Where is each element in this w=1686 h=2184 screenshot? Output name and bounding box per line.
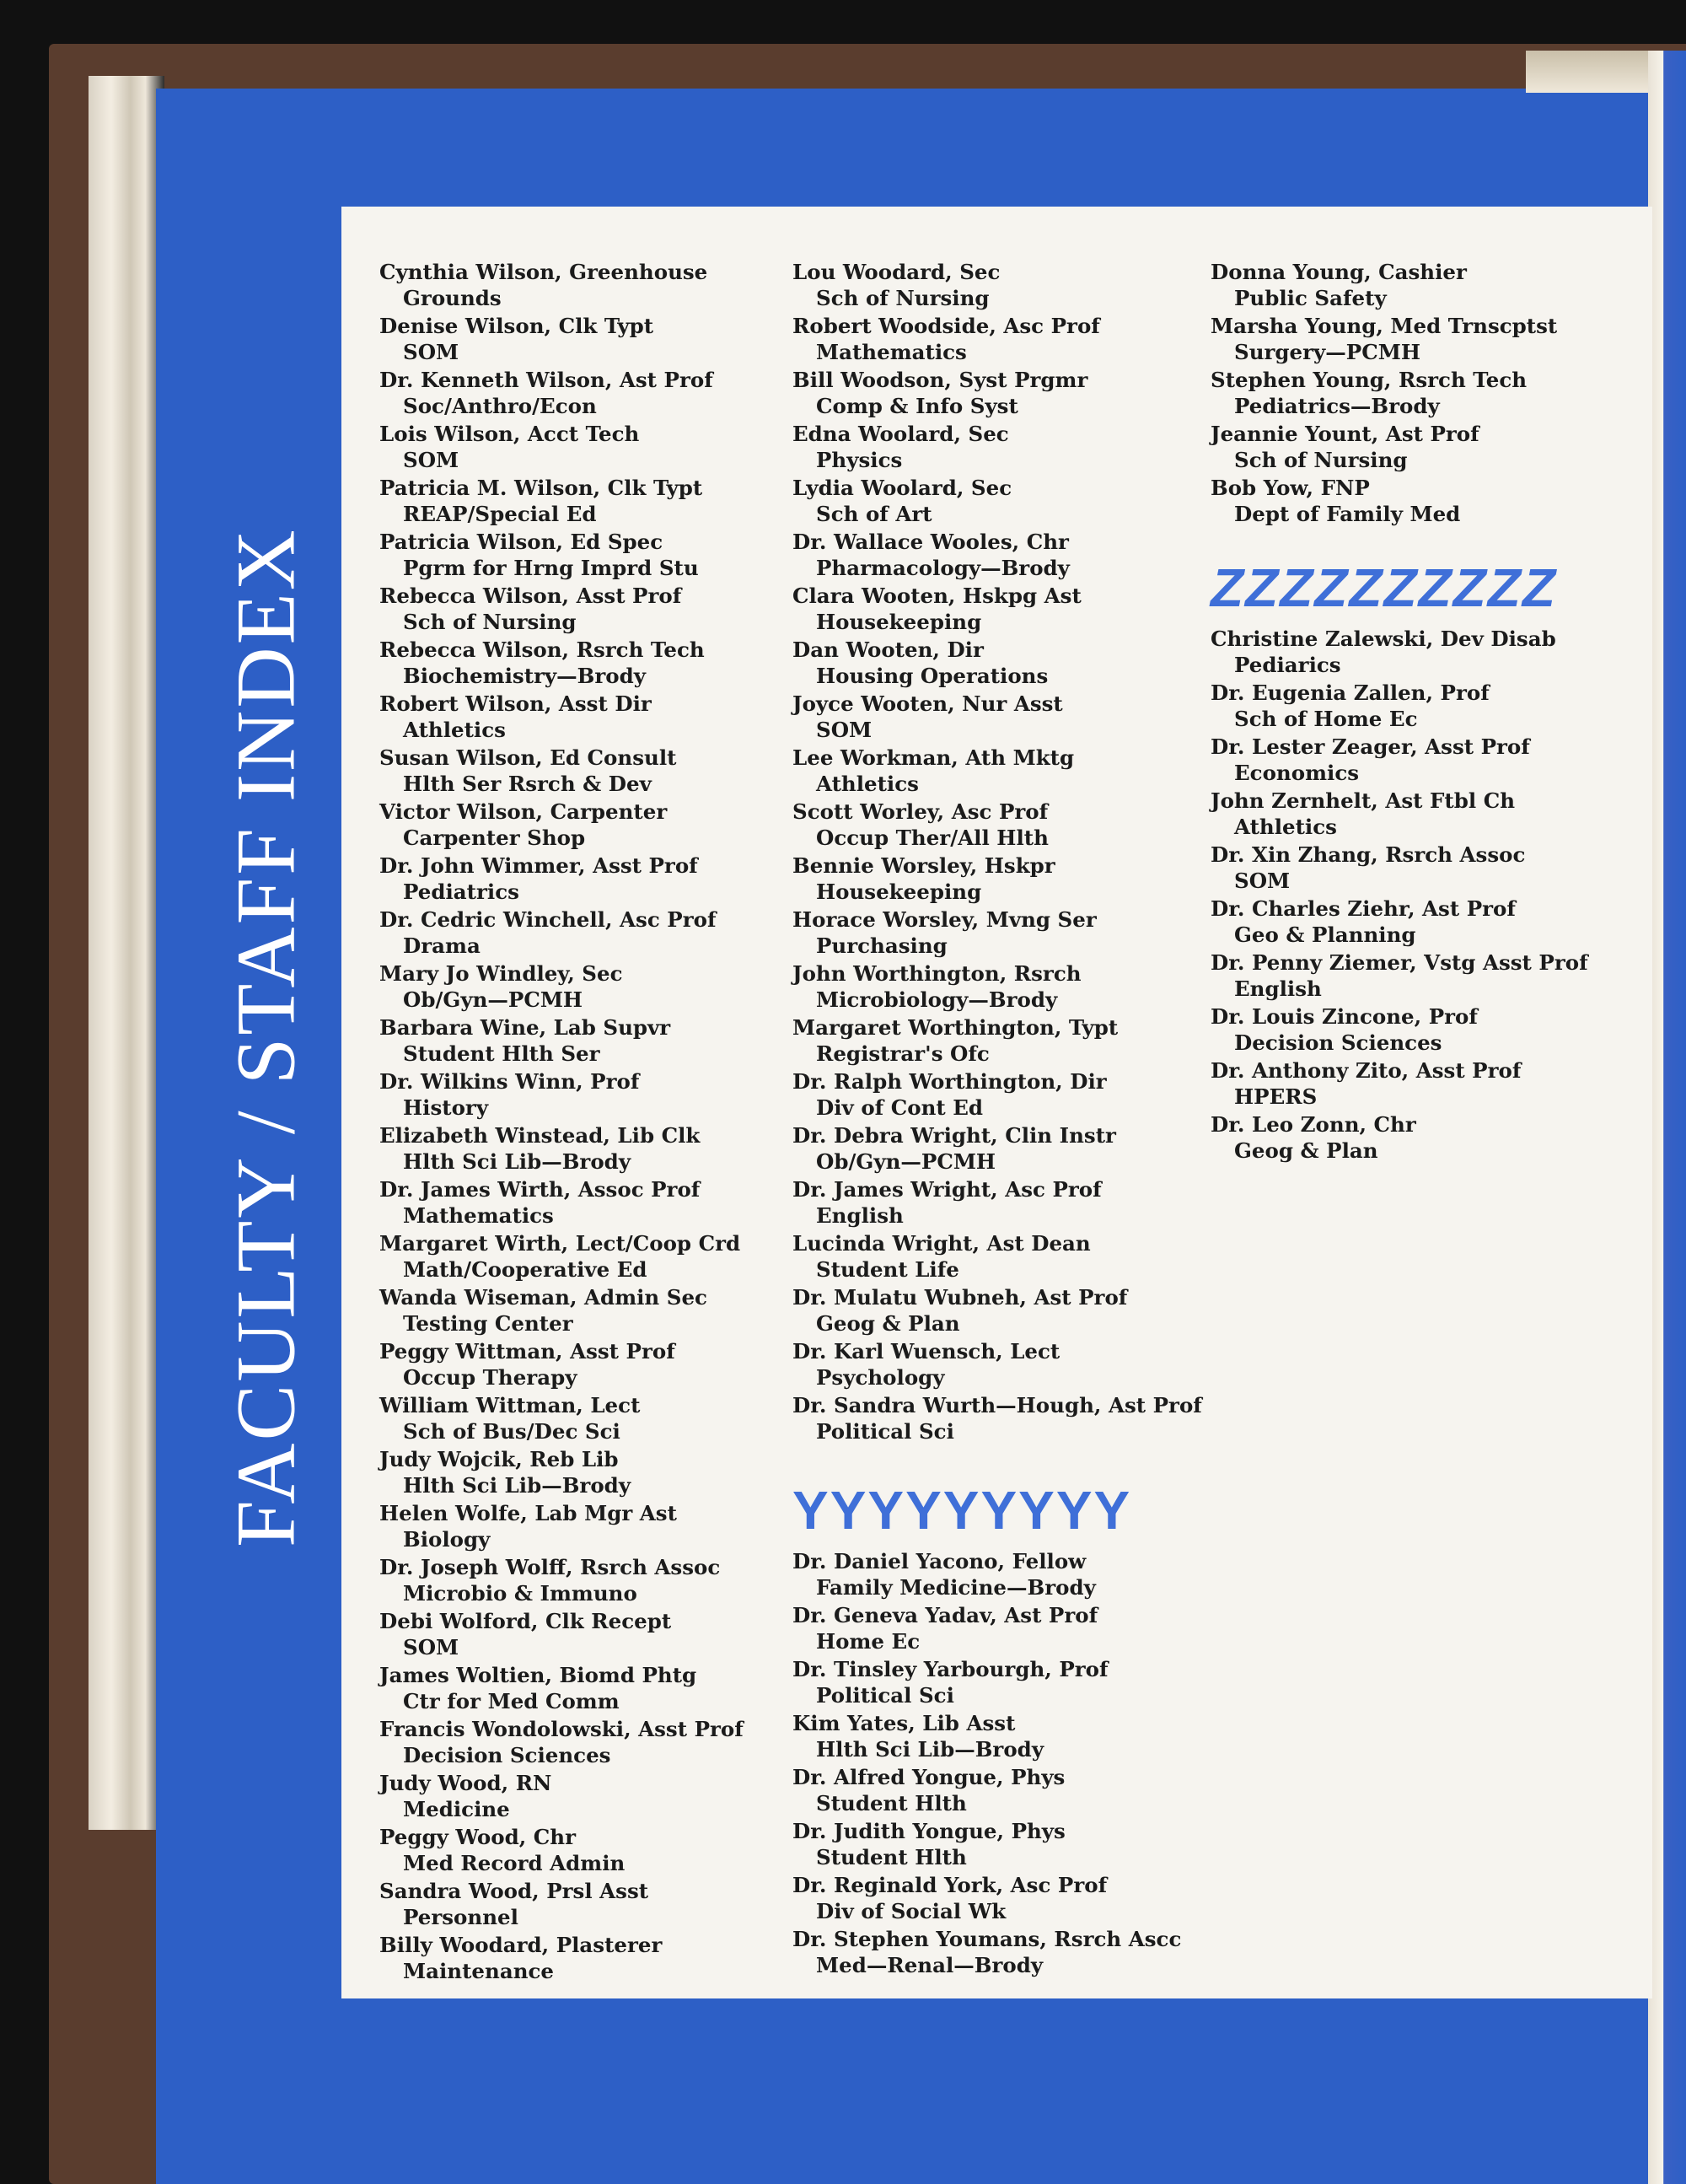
entry-department: Div of Social Wk bbox=[816, 1898, 1007, 1923]
entry-department: English bbox=[816, 1202, 904, 1228]
entry-name-title: Margaret Wirth, Lect/Coop Crd bbox=[379, 1231, 741, 1256]
entry-name-title: Dr. Ralph Worthington, Dir bbox=[792, 1069, 1107, 1094]
entry-name-title: Sandra Wood, Prsl Asst bbox=[379, 1879, 649, 1903]
entry-name-title: Scott Worley, Asc Prof bbox=[792, 799, 1049, 824]
entry-department: Sch of Nursing bbox=[403, 609, 577, 634]
entry-department: Grounds bbox=[403, 285, 502, 310]
index-column-3 bbox=[1211, 260, 1632, 1166]
index-entry bbox=[792, 1549, 1214, 1600]
index-entry bbox=[379, 907, 801, 959]
entry-name-title: Marsha Young, Med Trnscptst bbox=[1211, 314, 1558, 338]
entry-department: Ob/Gyn—PCMH bbox=[403, 987, 583, 1012]
entry-department: Pediatrics—Brody bbox=[1234, 393, 1440, 418]
index-entry bbox=[379, 1771, 801, 1822]
index-entry bbox=[792, 799, 1214, 851]
index-entry bbox=[1211, 368, 1632, 419]
entry-name-title: Mary Jo Windley, Sec bbox=[379, 961, 623, 986]
entry-department: Ob/Gyn—PCMH bbox=[816, 1148, 996, 1174]
entry-name-title: Elizabeth Winstead, Lib Clk bbox=[379, 1123, 701, 1148]
index-entry bbox=[379, 853, 801, 905]
index-entry bbox=[379, 1555, 801, 1606]
entry-department: English bbox=[1234, 976, 1322, 1001]
index-entry bbox=[379, 1015, 801, 1067]
index-entry bbox=[379, 260, 801, 311]
entry-name-title: Dr. John Wimmer, Asst Prof bbox=[379, 853, 698, 878]
index-entry bbox=[792, 745, 1214, 797]
index-column-2 bbox=[792, 260, 1214, 1981]
entry-department: Sch of Nursing bbox=[1234, 447, 1408, 472]
entry-name-title: Dr. Mulatu Wubneh, Ast Prof bbox=[792, 1285, 1128, 1310]
index-entry bbox=[379, 1609, 801, 1660]
index-entry bbox=[792, 1711, 1214, 1762]
entry-department: Pharmacology—Brody bbox=[816, 555, 1070, 580]
entry-name-title: Lou Woodard, Sec bbox=[792, 260, 1001, 284]
entry-name-title: Helen Wolfe, Lab Mgr Ast bbox=[379, 1501, 677, 1525]
entry-department: Sch of Bus/Dec Sci bbox=[403, 1418, 620, 1444]
index-entry bbox=[792, 584, 1214, 635]
entry-department: REAP/Special Ed bbox=[403, 501, 597, 526]
entry-department: Hlth Sci Lib—Brody bbox=[403, 1472, 631, 1498]
entry-name-title: Rebecca Wilson, Rsrch Tech bbox=[379, 637, 705, 662]
entry-department: Med Record Admin bbox=[403, 1850, 626, 1875]
index-entry bbox=[379, 368, 801, 419]
entry-department: Microbio & Immuno bbox=[403, 1580, 637, 1606]
entry-department: Pediatrics bbox=[403, 879, 519, 904]
entry-department: Testing Center bbox=[403, 1310, 573, 1336]
index-entry bbox=[792, 1819, 1214, 1870]
entry-department: Sch of Home Ec bbox=[1234, 706, 1418, 731]
index-entry bbox=[379, 584, 801, 635]
entry-name-title: Patricia M. Wilson, Clk Typt bbox=[379, 476, 703, 500]
entry-name-title: Dr. Cedric Winchell, Asc Prof bbox=[379, 907, 717, 932]
index-entry bbox=[792, 691, 1214, 743]
entry-name-title: Dr. Judith Yongue, Phys bbox=[792, 1819, 1066, 1843]
entry-name-title: Dr. Debra Wright, Clin Instr bbox=[792, 1123, 1116, 1148]
entry-department: Biology bbox=[403, 1526, 491, 1552]
entry-department: Physics bbox=[816, 447, 903, 472]
entry-department: Geog & Plan bbox=[816, 1310, 960, 1336]
index-entry bbox=[792, 476, 1214, 527]
index-entry bbox=[379, 1879, 801, 1930]
index-entry bbox=[792, 637, 1214, 689]
entry-department: Carpenter Shop bbox=[403, 825, 586, 850]
entry-department: Dept of Family Med bbox=[1234, 501, 1461, 526]
index-entry bbox=[1211, 680, 1632, 732]
entry-department: Student Hlth Ser bbox=[403, 1041, 600, 1066]
entry-department: Maintenance bbox=[403, 1958, 555, 1983]
entry-name-title: Bill Woodson, Syst Prgmr bbox=[792, 368, 1088, 392]
index-entry bbox=[1211, 896, 1632, 948]
entry-department: Hlth Sci Lib—Brody bbox=[403, 1148, 631, 1174]
index-entry bbox=[379, 1339, 801, 1391]
index-entry bbox=[379, 476, 801, 527]
index-entry bbox=[1211, 788, 1632, 840]
entry-department: Home Ec bbox=[816, 1628, 921, 1654]
entry-department: HPERS bbox=[1234, 1084, 1318, 1109]
entry-department: Economics bbox=[1234, 760, 1360, 785]
entry-name-title: Peggy Wood, Chr bbox=[379, 1825, 576, 1849]
entry-department: Housekeeping bbox=[816, 609, 982, 634]
index-entry bbox=[379, 799, 801, 851]
index-entry bbox=[379, 745, 801, 797]
index-entry bbox=[379, 1069, 801, 1121]
entry-department: Purchasing bbox=[816, 933, 948, 958]
entry-name-title: John Zernhelt, Ast Ftbl Ch bbox=[1211, 788, 1516, 813]
entry-department: Geo & Planning bbox=[1234, 922, 1416, 947]
entry-name-title: Dr. Reginald York, Asc Prof bbox=[792, 1873, 1108, 1897]
index-entry bbox=[1211, 1004, 1632, 1056]
entry-department: Occup Therapy bbox=[403, 1364, 577, 1390]
entry-name-title: Patricia Wilson, Ed Spec bbox=[379, 530, 663, 554]
entry-name-title: Dr. Louis Zincone, Prof bbox=[1211, 1004, 1478, 1029]
entry-name-title: Wanda Wiseman, Admin Sec bbox=[379, 1285, 707, 1310]
entry-name-title: James Woltien, Biomd Phtg bbox=[379, 1663, 697, 1687]
index-entry bbox=[379, 1825, 801, 1876]
index-entry bbox=[792, 1657, 1214, 1708]
entry-department: Comp & Info Syst bbox=[816, 393, 1018, 418]
entry-department: Family Medicine—Brody bbox=[816, 1574, 1096, 1600]
index-entry bbox=[379, 314, 801, 365]
entry-name-title: William Wittman, Lect bbox=[379, 1393, 641, 1417]
index-entry bbox=[1211, 627, 1632, 678]
entry-name-title: Bob Yow, FNP bbox=[1211, 476, 1370, 500]
entry-name-title: Dr. Wilkins Winn, Prof bbox=[379, 1069, 640, 1094]
entry-name-title: Dr. James Wright, Asc Prof bbox=[792, 1177, 1102, 1202]
entry-name-title: Francis Wondolowski, Asst Prof bbox=[379, 1717, 744, 1741]
index-entry bbox=[1211, 314, 1632, 365]
entry-name-title: Barbara Wine, Lab Supvr bbox=[379, 1015, 671, 1040]
index-entry bbox=[792, 1765, 1214, 1816]
page-edges bbox=[89, 76, 164, 1830]
index-entry bbox=[379, 422, 801, 473]
entry-department: Surgery—PCMH bbox=[1234, 339, 1420, 364]
entry-name-title: Horace Worsley, Mvng Ser bbox=[792, 907, 1097, 932]
entry-name-title: Dr. Karl Wuensch, Lect bbox=[792, 1339, 1060, 1364]
entry-name-title: Dr. Daniel Yacono, Fellow bbox=[792, 1549, 1087, 1573]
letter-heading-z: ZZZZZZZZZZ bbox=[1211, 557, 1557, 618]
entry-department: Medicine bbox=[403, 1796, 510, 1821]
entry-department: Microbiology—Brody bbox=[816, 987, 1058, 1012]
entry-name-title: Margaret Worthington, Typt bbox=[792, 1015, 1119, 1040]
entry-name-title: Lucinda Wright, Ast Dean bbox=[792, 1231, 1091, 1256]
entry-name-title: Dr. Alfred Yongue, Phys bbox=[792, 1765, 1066, 1789]
entry-department: SOM bbox=[403, 447, 459, 472]
index-entry bbox=[792, 1015, 1214, 1067]
index-entry bbox=[792, 530, 1214, 581]
entry-department: Sch of Nursing bbox=[816, 285, 990, 310]
index-entry bbox=[792, 1285, 1214, 1337]
index-entry bbox=[792, 422, 1214, 473]
entry-name-title: Dr. Penny Ziemer, Vstg Asst Prof bbox=[1211, 950, 1588, 975]
entry-department: Political Sci bbox=[816, 1418, 954, 1444]
entry-name-title: Lee Workman, Ath Mktg bbox=[792, 745, 1075, 770]
entry-name-title: Debi Wolford, Clk Recept bbox=[379, 1609, 672, 1633]
entry-name-title: Dr. Sandra Wurth—Hough, Ast Prof bbox=[792, 1393, 1202, 1417]
entry-department: Student Life bbox=[816, 1256, 959, 1282]
index-entry bbox=[792, 907, 1214, 959]
entry-name-title: Lois Wilson, Acct Tech bbox=[379, 422, 640, 446]
entry-name-title: Dr. Xin Zhang, Rsrch Assoc bbox=[1211, 842, 1526, 867]
section-title: FACULTY / STAFF INDEX bbox=[218, 527, 313, 1547]
index-entry bbox=[379, 961, 801, 1013]
entry-name-title: Robert Woodside, Asc Prof bbox=[792, 314, 1100, 338]
index-entry bbox=[792, 1231, 1214, 1283]
entry-name-title: Denise Wilson, Clk Typt bbox=[379, 314, 654, 338]
index-entry bbox=[792, 1339, 1214, 1391]
entry-department: Mathematics bbox=[403, 1202, 554, 1228]
index-column-1 bbox=[379, 260, 801, 1987]
entry-name-title: Dan Wooten, Dir bbox=[792, 637, 984, 662]
entry-name-title: Judy Wojcik, Reb Lib bbox=[379, 1447, 619, 1471]
index-entry bbox=[379, 1285, 801, 1337]
entry-name-title: Stephen Young, Rsrch Tech bbox=[1211, 368, 1528, 392]
entry-name-title: Joyce Wooten, Nur Asst bbox=[792, 691, 1063, 716]
entry-name-title: Kim Yates, Lib Asst bbox=[792, 1711, 1016, 1735]
entry-department: Political Sci bbox=[816, 1682, 954, 1708]
index-entry bbox=[792, 1177, 1214, 1229]
entry-department: Geog & Plan bbox=[1234, 1138, 1378, 1163]
entry-name-title: Jeannie Yount, Ast Prof bbox=[1211, 422, 1479, 446]
entry-name-title: Dr. Geneva Yadav, Ast Prof bbox=[792, 1603, 1098, 1627]
index-entry bbox=[792, 1927, 1214, 1978]
entry-department: Drama bbox=[403, 933, 481, 958]
entry-department: Mathematics bbox=[816, 339, 967, 364]
index-entry bbox=[792, 1873, 1214, 1924]
entry-department: Student Hlth bbox=[816, 1790, 967, 1816]
entry-name-title: Dr. Wallace Wooles, Chr bbox=[792, 530, 1069, 554]
entry-name-title: Bennie Worsley, Hskpr bbox=[792, 853, 1055, 878]
entry-name-title: Dr. Kenneth Wilson, Ast Prof bbox=[379, 368, 713, 392]
entry-department: Psychology bbox=[816, 1364, 945, 1390]
index-entry bbox=[379, 1663, 801, 1714]
entry-name-title: Judy Wood, RN bbox=[379, 1771, 552, 1795]
entry-name-title: Dr. Joseph Wolff, Rsrch Assoc bbox=[379, 1555, 721, 1579]
index-entry bbox=[792, 314, 1214, 365]
entry-department: Athletics bbox=[403, 717, 506, 742]
entry-department: Pediarics bbox=[1234, 652, 1341, 677]
entry-department: Personnel bbox=[403, 1904, 518, 1929]
index-entry bbox=[379, 530, 801, 581]
entry-department: Athletics bbox=[816, 771, 919, 796]
index-entry bbox=[379, 1393, 801, 1444]
index-entry bbox=[379, 1501, 801, 1552]
entry-name-title: Dr. Tinsley Yarbourgh, Prof bbox=[792, 1657, 1109, 1681]
index-entry bbox=[792, 961, 1214, 1013]
entry-department: Hlth Ser Rsrch & Dev bbox=[403, 771, 652, 796]
index-entry bbox=[792, 260, 1214, 311]
index-entry bbox=[792, 1393, 1214, 1444]
entry-department: Soc/Anthro/Econ bbox=[403, 393, 597, 418]
entry-name-title: Clara Wooten, Hskpg Ast bbox=[792, 584, 1082, 608]
index-entry bbox=[379, 1447, 801, 1498]
entry-department: Pgrm for Hrng Imprd Stu bbox=[403, 555, 699, 580]
entry-name-title: Victor Wilson, Carpenter bbox=[379, 799, 668, 824]
entry-name-title: Donna Young, Cashier bbox=[1211, 260, 1467, 284]
index-entry bbox=[379, 637, 801, 689]
entry-department: Biochemistry—Brody bbox=[403, 663, 646, 688]
index-entry bbox=[379, 1231, 801, 1283]
entry-department: Decision Sciences bbox=[403, 1742, 611, 1767]
index-entry bbox=[792, 1069, 1214, 1121]
entry-name-title: Lydia Woolard, Sec bbox=[792, 476, 1012, 500]
entry-name-title: Edna Woolard, Sec bbox=[792, 422, 1009, 446]
entry-department: Athletics bbox=[1234, 814, 1337, 839]
index-entry bbox=[379, 1177, 801, 1229]
entry-department: Med—Renal—Brody bbox=[816, 1952, 1044, 1977]
entry-department: SOM bbox=[403, 339, 459, 364]
entry-department: Ctr for Med Comm bbox=[403, 1688, 620, 1713]
index-entry bbox=[1211, 842, 1632, 894]
index-entry bbox=[379, 691, 801, 743]
entry-name-title: Billy Woodard, Plasterer bbox=[379, 1933, 663, 1957]
entry-department: SOM bbox=[403, 1634, 459, 1660]
index-entry bbox=[1211, 734, 1632, 786]
index-entry bbox=[792, 368, 1214, 419]
index-entry bbox=[792, 1603, 1214, 1654]
entry-department: Decision Sciences bbox=[1234, 1030, 1442, 1055]
index-entry bbox=[379, 1933, 801, 1984]
index-entry bbox=[379, 1717, 801, 1768]
entry-name-title: John Worthington, Rsrch bbox=[792, 961, 1082, 986]
entry-department: Hlth Sci Lib—Brody bbox=[816, 1736, 1044, 1762]
index-entry bbox=[1211, 1058, 1632, 1110]
entry-department: Registrar's Ofc bbox=[816, 1041, 990, 1066]
entry-name-title: Robert Wilson, Asst Dir bbox=[379, 691, 652, 716]
entry-department: Occup Ther/All Hlth bbox=[816, 825, 1049, 850]
index-entry bbox=[1211, 260, 1632, 311]
entry-name-title: Dr. Lester Zeager, Asst Prof bbox=[1211, 734, 1530, 759]
entry-department: SOM bbox=[1234, 868, 1291, 893]
entry-name-title: Dr. Anthony Zito, Asst Prof bbox=[1211, 1058, 1522, 1083]
entry-name-title: Cynthia Wilson, Greenhouse bbox=[379, 260, 708, 284]
entry-department: Student Hlth bbox=[816, 1844, 967, 1869]
entry-name-title: Peggy Wittman, Asst Prof bbox=[379, 1339, 675, 1364]
entry-name-title: Susan Wilson, Ed Consult bbox=[379, 745, 677, 770]
entry-department: Div of Cont Ed bbox=[816, 1095, 984, 1120]
entry-name-title: Dr. Stephen Youmans, Rsrch Ascc bbox=[792, 1927, 1182, 1951]
entry-name-title: Dr. Charles Ziehr, Ast Prof bbox=[1211, 896, 1516, 921]
entry-name-title: Rebecca Wilson, Asst Prof bbox=[379, 584, 682, 608]
letter-heading-y: YYYYYYYYY bbox=[792, 1480, 1132, 1541]
entry-department: History bbox=[403, 1095, 489, 1120]
index-entry bbox=[1211, 422, 1632, 473]
entry-department: Housing Operations bbox=[816, 663, 1049, 688]
entry-name-title: Christine Zalewski, Dev Disab bbox=[1211, 627, 1556, 651]
entry-department: Math/Cooperative Ed bbox=[403, 1256, 647, 1282]
index-entry bbox=[379, 1123, 801, 1175]
index-entry bbox=[1211, 1112, 1632, 1164]
facing-page-edge bbox=[1648, 51, 1686, 2184]
index-entry bbox=[792, 1123, 1214, 1175]
entry-department: Housekeeping bbox=[816, 879, 982, 904]
entry-name-title: Dr. Leo Zonn, Chr bbox=[1211, 1112, 1416, 1137]
entry-name-title: Dr. Eugenia Zallen, Prof bbox=[1211, 680, 1490, 705]
index-entry bbox=[792, 853, 1214, 905]
entry-department: Sch of Art bbox=[816, 501, 932, 526]
entry-name-title: Dr. James Wirth, Assoc Prof bbox=[379, 1177, 701, 1202]
entry-department: Public Safety bbox=[1234, 285, 1387, 310]
index-entry bbox=[1211, 950, 1632, 1002]
index-entry bbox=[1211, 476, 1632, 527]
entry-department: SOM bbox=[816, 717, 873, 742]
